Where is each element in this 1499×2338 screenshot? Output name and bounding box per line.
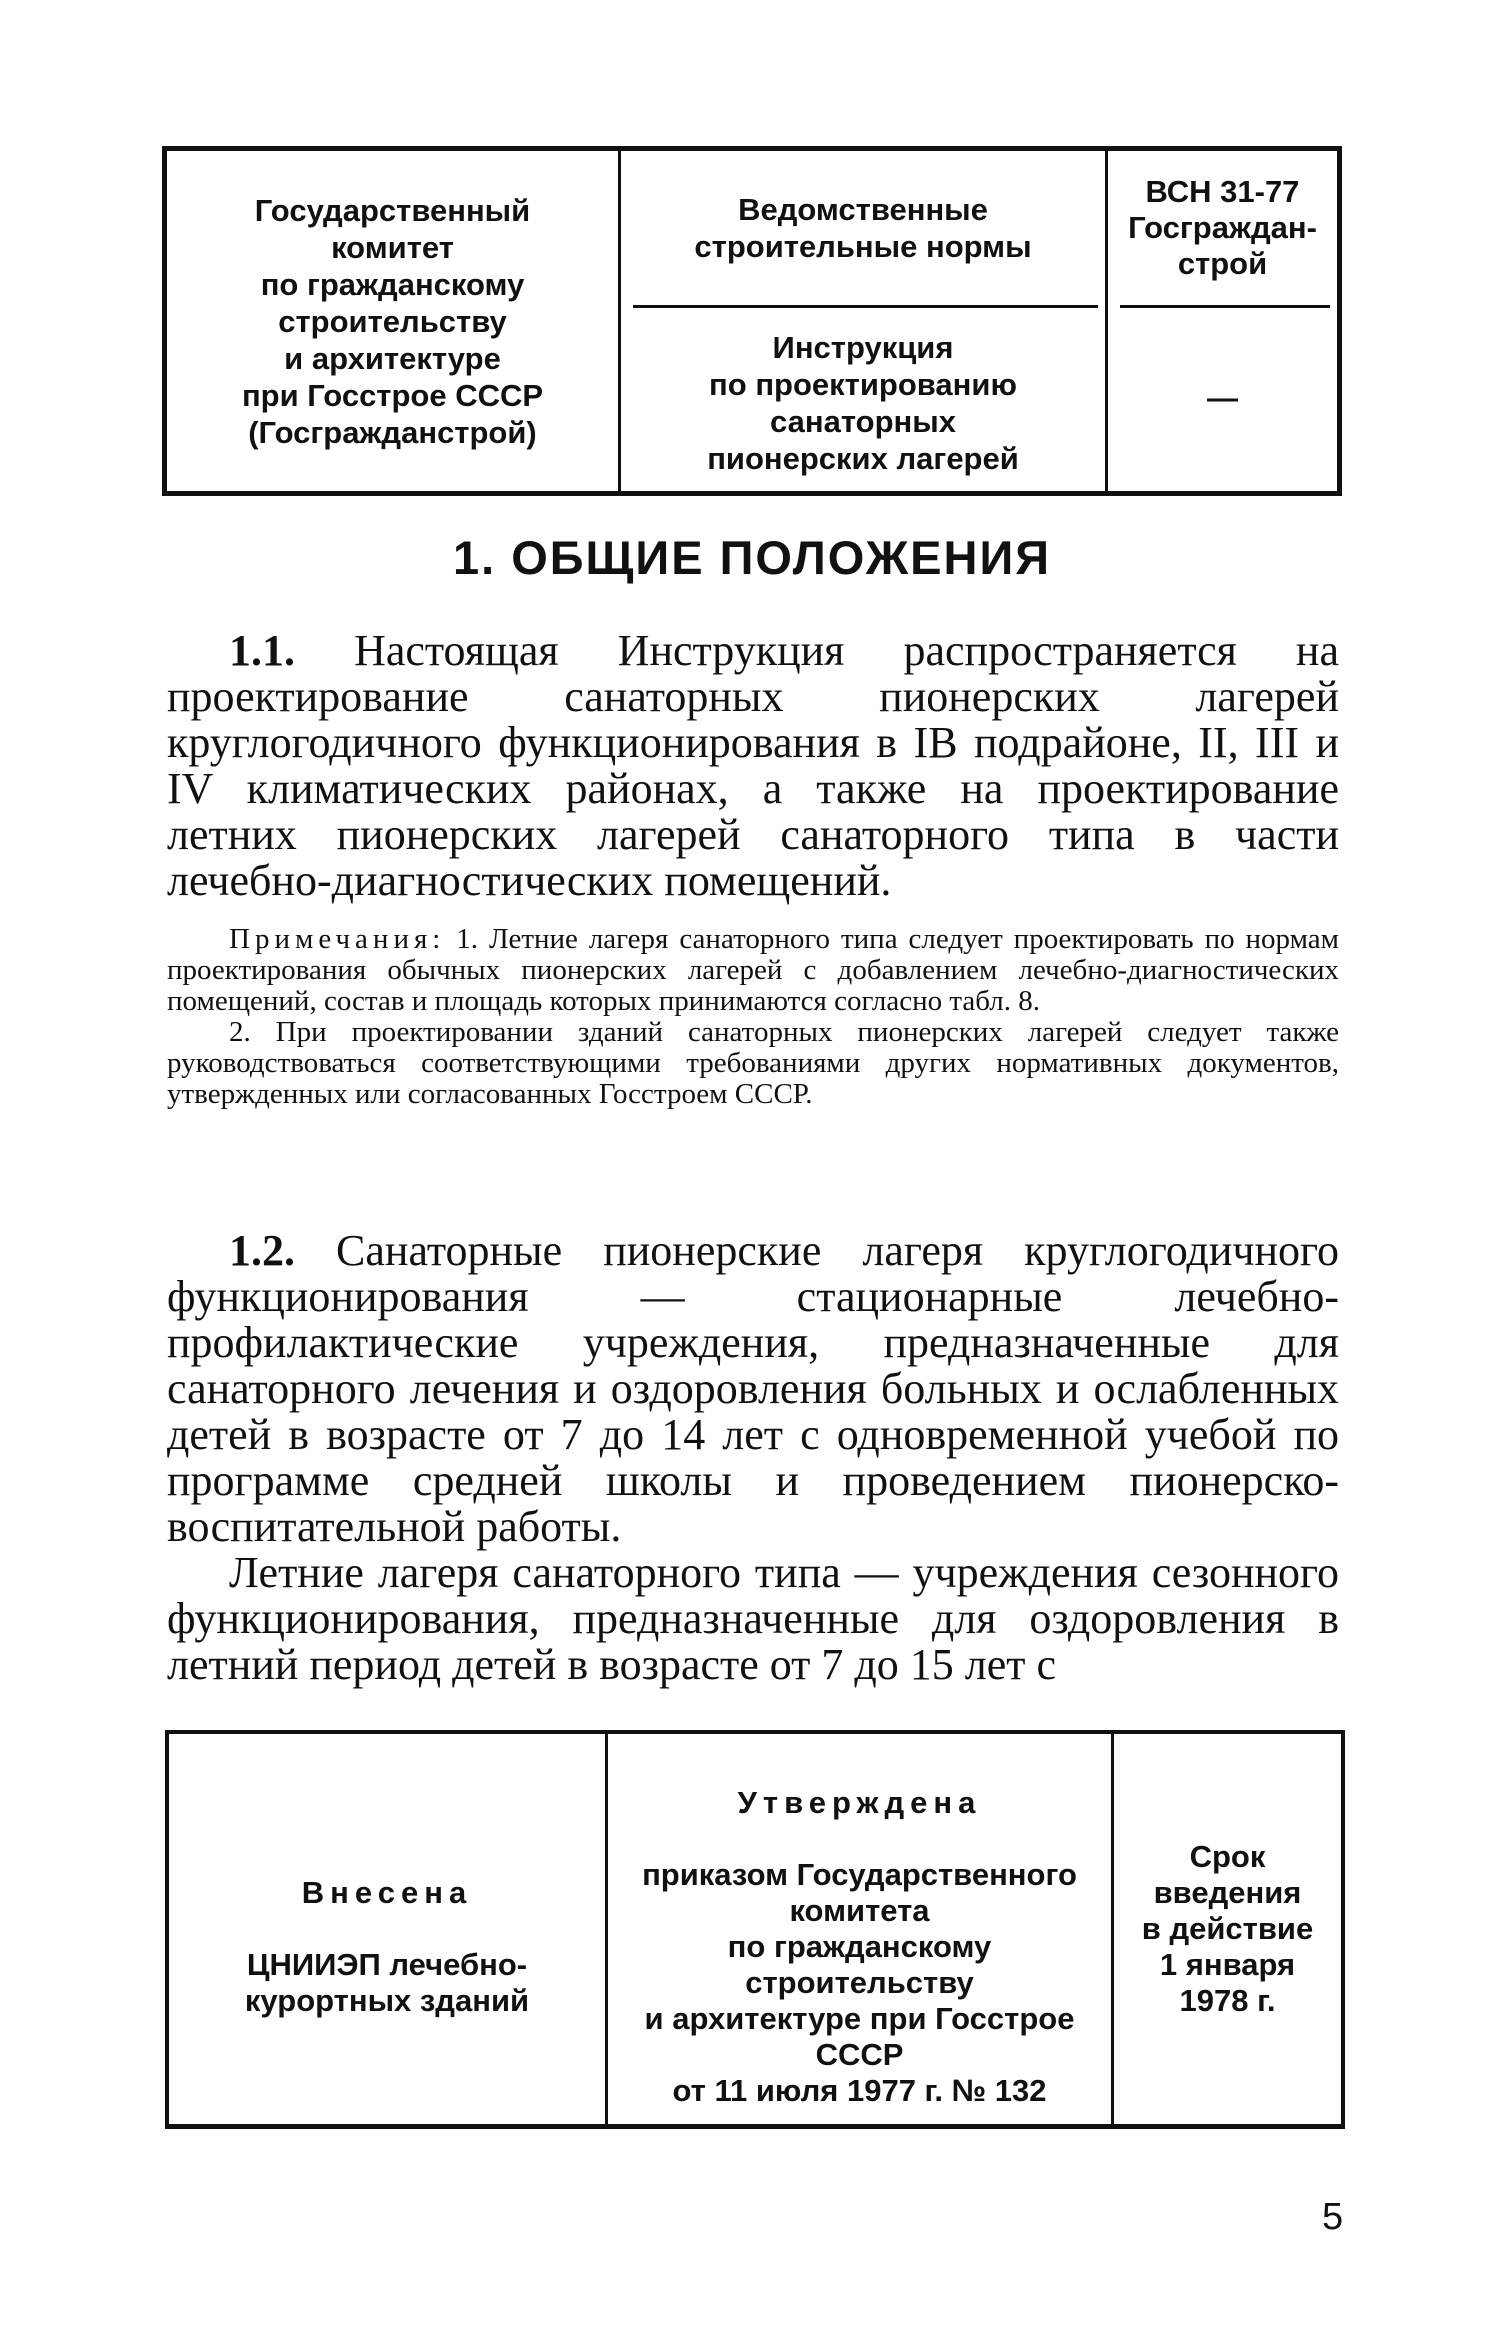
approval-table bbox=[165, 1730, 1345, 2129]
cell-separator bbox=[633, 305, 1098, 308]
paragraph-1-1 bbox=[167, 628, 1339, 904]
header-table bbox=[162, 146, 1342, 496]
organization-name: Государственный комитет по гражданскому строительству и архитектуре при Госстрое СССР (Госгражданстрой) bbox=[241, 192, 544, 450]
page-number: 5 bbox=[1322, 2196, 1344, 2238]
note-1: 1. Летние лагеря санаторного типа следует проектировать по нормам проектирования обычных пионерских лагерей с добавлением лечебно-диагностических помещений, состав и площадь которых принимаются согласно табл. 8. bbox=[167, 923, 1339, 1017]
notes-label: Примечания: bbox=[229, 923, 446, 955]
cell-separator bbox=[1120, 305, 1330, 308]
norms-column bbox=[621, 151, 1105, 491]
effective-cell bbox=[1114, 1734, 1341, 2124]
document-code: ВСН 31-77 Госграждан- строй bbox=[1128, 174, 1317, 281]
paragraph-number: 1.2. bbox=[229, 1226, 295, 1275]
paragraph-text: Санаторные пионерские лагеря круглогодичного функционирования — стационарные лечебно-профилактические учреждения, предназначенные для санаторного лечения и оздоровления больных и ослабленных детей в возрасте от 7 до 14 лет с одновременной учебой по программе средней школы и проведением пионерско-воспитательной работы. bbox=[167, 1226, 1339, 1551]
code-column bbox=[1108, 151, 1337, 491]
paragraph-text: Настоящая Инструкция распространяется на проектирование санаторных пионерских лагерей круглогодичного функционирования в IB подрайоне, II, III и IV климатических районах, а также на проектирование летних пионерских лагерей санаторного типа в части лечебно-диагностических помещений. bbox=[167, 626, 1339, 905]
approved-label: Утверждена bbox=[737, 1785, 982, 1820]
section-heading: 1. ОБЩИЕ ПОЛОЖЕНИЯ bbox=[452, 531, 1052, 584]
replaces-value: — bbox=[1207, 380, 1238, 415]
paragraph-number: 1.1. bbox=[229, 626, 295, 675]
approved-cell bbox=[608, 1734, 1111, 2124]
table-border-right bbox=[1341, 1734, 1345, 2124]
effective-date: Срок введения в действие 1 января 1978 г. bbox=[1141, 1839, 1314, 2018]
paragraph-summer-camps: Летние лагеря санаторного типа — учреждения сезонного функционирования, предназначенные для оздоровления в летний период детей в возрасте от 7 до 15 лет с bbox=[167, 1548, 1339, 1689]
organization-cell bbox=[167, 151, 618, 491]
document-title: Инструкция по проектированию санаторных пионерских лагерей bbox=[707, 330, 1019, 476]
notes-block bbox=[167, 924, 1339, 1110]
submitted-cell bbox=[169, 1734, 605, 2124]
submitted-by: ЦНИИЭП лечебно- курортных зданий bbox=[244, 1947, 530, 2018]
submitted-label: Внесена bbox=[301, 1875, 473, 1910]
approved-by: приказом Государственного комитета по гражданскому строительству и архитектуре при Госстрое СССР от 11 июля 1977 г. № 132 bbox=[642, 1857, 1077, 2108]
paragraph-1-2 bbox=[167, 1228, 1339, 1688]
note-2: 2. При проектировании зданий санаторных пионерских лагерей следует также руководствоваться соответствующими требованиями других нормативных документов, утвержденных или согласованных Госстроем СССР. bbox=[167, 1016, 1339, 1110]
norm-type: Ведомственные строительные нормы bbox=[694, 192, 1032, 264]
table-border-right bbox=[1337, 151, 1342, 491]
